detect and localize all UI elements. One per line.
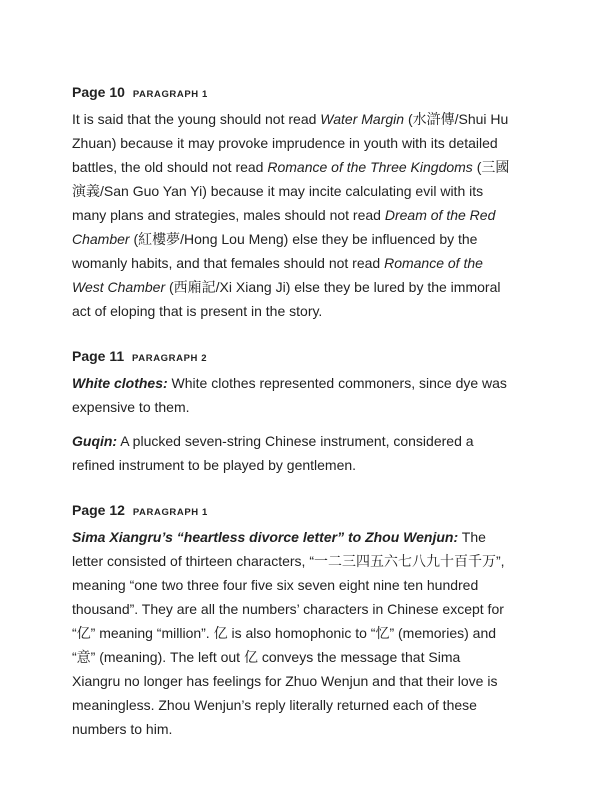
note-term: Sima Xiangru’s “heartless divorce letter” to Zhou Wenjun:: [72, 529, 459, 545]
page-number: Page 10: [72, 84, 125, 100]
page-number: Page 12: [72, 502, 125, 518]
book-title-west-chamber: Romance of the West Chamber: [72, 255, 483, 295]
body-text: (水滸傳/Shui Hu Zhuan) because it may provoke imprudence in youth with its detailed battles, the old should not read: [72, 111, 509, 175]
paragraph-label: PARAGRAPH 1: [132, 89, 208, 100]
note-divorce-letter: [72, 525, 510, 741]
paragraph-label: PARAGRAPH 2: [132, 353, 208, 364]
section-heading: [72, 344, 510, 371]
note-text: A plucked seven-string Chinese instrument, considered a refined instrument to be played by gentlemen.: [72, 433, 474, 473]
body-text: (三國演義/San Guo Yan Yi) because it may incite calculating evil with its many plans and strategies, males should not read: [72, 159, 510, 223]
section-heading: [72, 80, 510, 107]
paragraph-label: PARAGRAPH 1: [132, 507, 208, 518]
note-section-page-11: [72, 344, 510, 477]
page-number: Page 11: [72, 348, 125, 364]
note-guqin: [72, 429, 510, 477]
note-text: White clothes represented commoners, since dye was expensive to them.: [72, 375, 507, 415]
note-term: Guqin:: [72, 433, 118, 449]
body-text: It is said that the young should not read: [72, 111, 321, 127]
note-text: The letter consisted of thirteen characters, “一二三四五六七八九十百千万”, meaning “one two three four five six seven eight nine ten hundred thousand”. They are all the numbers’ characters in Chinese except for “亿” meaning “million”. 亿 is also homophonic to “忆” (memories) and “意” (meaning). The left out 亿 conveys the message that Sima Xiangru no longer has feelings for Zhuo Wenjun and that their love is meaningless. Zhou Wenjun’s reply literally returned each of these numbers to him.: [72, 529, 505, 737]
book-title-water-margin: Water Margin: [320, 111, 405, 127]
section-heading: [72, 498, 510, 525]
book-title-red-chamber: Dream of the Red Chamber: [72, 207, 496, 247]
note-body: [72, 107, 510, 323]
body-text: (西廂記/Xi Xiang Ji) else they be lured by the immoral act of eloping that is present in the story.: [72, 279, 501, 319]
note-section-page-12: [72, 498, 510, 741]
note-section-page-10: [72, 80, 510, 323]
note-term: White clothes:: [72, 375, 168, 391]
book-title-three-kingdoms: Romance of the Three Kingdoms: [267, 159, 473, 175]
note-white-clothes: [72, 371, 510, 419]
body-text: (紅樓夢/Hong Lou Meng) else they be influenced by the womanly habits, and that females should not read: [72, 231, 478, 271]
